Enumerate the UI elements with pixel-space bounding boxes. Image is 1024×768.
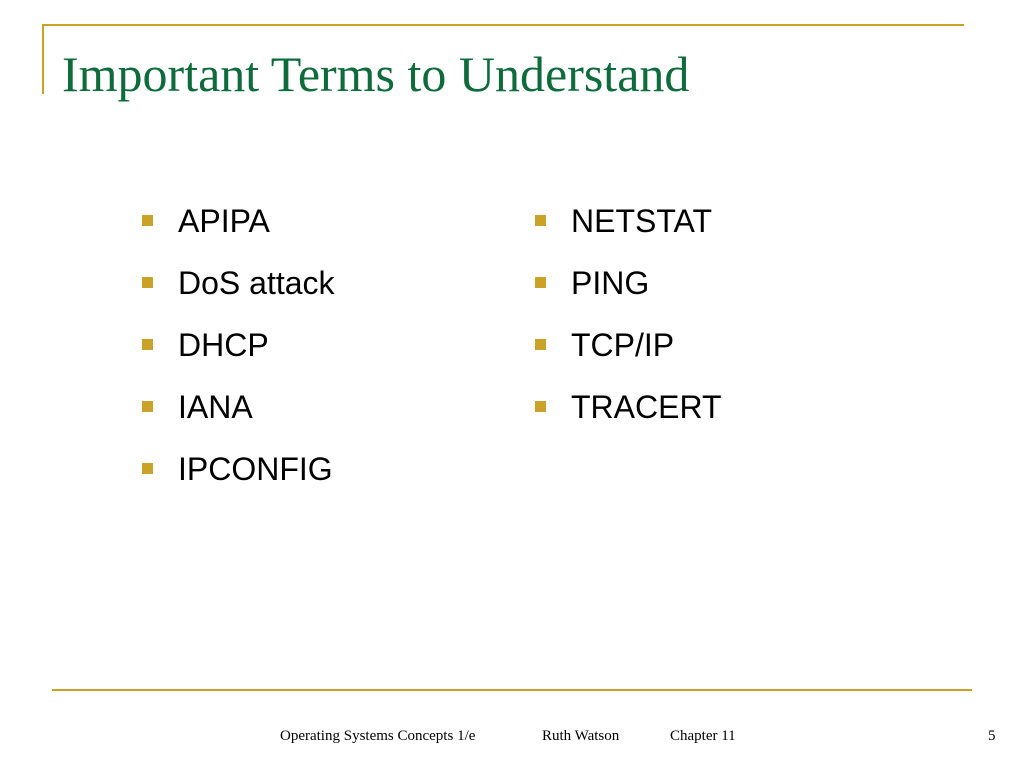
title-frame-left-rule [42, 24, 44, 94]
term-label: DHCP [178, 327, 269, 363]
list-item [533, 314, 722, 376]
square-bullet-icon [142, 463, 153, 474]
term-label: APIPA [178, 203, 270, 239]
list-item [140, 376, 335, 438]
slide-title: Important Terms to Understand [62, 46, 690, 102]
square-bullet-icon [142, 339, 153, 350]
square-bullet-icon [535, 401, 546, 412]
term-label: TRACERT [571, 389, 722, 425]
list-item [533, 376, 722, 438]
square-bullet-icon [535, 339, 546, 350]
page-number: 5 [988, 728, 996, 744]
term-label: TCP/IP [571, 327, 675, 363]
list-item [140, 314, 335, 376]
term-label: IPCONFIG [178, 451, 333, 487]
square-bullet-icon [142, 215, 153, 226]
square-bullet-icon [535, 277, 546, 288]
term-label: DoS attack [178, 265, 335, 301]
list-item [533, 252, 722, 314]
square-bullet-icon [142, 401, 153, 412]
footer-course-title: Operating Systems Concepts 1/e [280, 728, 476, 744]
footer-chapter: Chapter 11 [670, 728, 736, 744]
list-item [533, 190, 722, 252]
square-bullet-icon [535, 215, 546, 226]
footer-author: Ruth Watson [542, 728, 620, 744]
list-item [140, 252, 335, 314]
list-item [140, 190, 335, 252]
footer-rule [52, 689, 972, 691]
title-frame-top-rule [42, 24, 964, 26]
terms-list-left [140, 190, 335, 500]
term-label: IANA [178, 389, 253, 425]
list-item [140, 438, 335, 500]
terms-list-right [533, 190, 722, 438]
term-label: PING [571, 265, 650, 301]
square-bullet-icon [142, 277, 153, 288]
term-label: NETSTAT [571, 203, 713, 239]
